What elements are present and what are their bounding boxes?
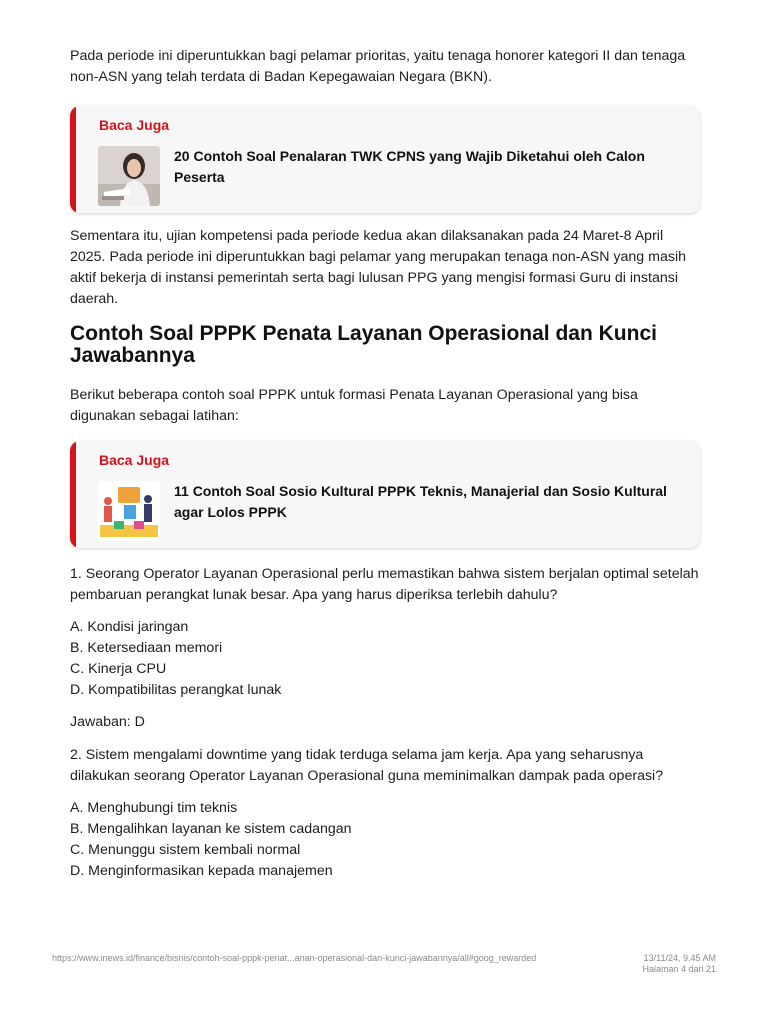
related-article-title[interactable]: 20 Contoh Soal Penalaran TWK CPNS yang Wajib Diketahui oleh Calon Peserta — [174, 148, 645, 185]
intro-paragraph: Pada periode ini diperuntukkan bagi pelamar prioritas, yaitu tenaga honorer kategori II dan tenaga non-ASN yang telah terdata di Badan Kepegawaian Negara (BKN). — [70, 48, 686, 85]
option-item: A. Kondisi jaringan — [70, 619, 189, 635]
option-item: B. Ketersediaan memori — [70, 640, 223, 656]
question-1-options — [70, 617, 700, 701]
option-item: C. Kinerja CPU — [70, 661, 167, 677]
related-label: Baca Juga — [99, 452, 170, 468]
paragraph-period-two: Sementara itu, ujian kompetensi pada periode kedua akan dilaksanakan pada 24 Maret-8 April 2025. Pada periode ini diperuntukkan bagi pelamar yang merupakan tenaga non-ASN yang masih aktif bekerja di instansi pemerintah serta bagi lulusan PPG yang mengisi formasi Guru di instansi daerah. — [70, 228, 686, 307]
related-label: Baca Juga — [99, 117, 170, 133]
question-1-text: 1. Seorang Operator Layanan Operasional perlu memastikan bahwa sistem berjalan optimal setelah pembaruan perangkat lunak besar. Apa yang harus diperiksa terlebih dahulu? — [70, 566, 699, 603]
footer-meta — [642, 953, 716, 975]
related-article-card[interactable] — [70, 441, 700, 548]
footer-datetime: 13/11/24, 9.45 AM — [643, 953, 716, 963]
question-2-options — [70, 798, 700, 882]
related-article-card[interactable] — [70, 106, 700, 213]
option-item: D. Menginformasikan kepada manajemen — [70, 863, 333, 879]
option-item: C. Menunggu sistem kembali normal — [70, 842, 301, 858]
option-item: D. Kompatibilitas perangkat lunak — [70, 682, 282, 698]
article-body — [70, 46, 700, 882]
section-heading: Contoh Soal PPPK Penata Layanan Operasional dan Kunci Jawabannya — [70, 322, 657, 367]
footer-page-number: Halaman 4 dari 21 — [642, 964, 716, 974]
student-photo-thumbnail-icon[interactable] — [98, 146, 160, 206]
option-item: A. Menghubungi tim teknis — [70, 800, 238, 816]
footer-url[interactable]: https://www.inews.id/finance/bisnis/contoh-soal-pppk-penat...anan-operasional-dan-kunci-jawabannya/all#goog_rewarded — [52, 953, 537, 963]
question-2-text: 2. Sistem mengalami downtime yang tidak terduga selama jam kerja. Apa yang seharusnya dilakukan seorang Operator Layanan Operasional guna meminimalkan dampak pada operasi? — [70, 747, 664, 784]
card-accent-bar — [70, 441, 76, 548]
related-article-title[interactable]: 11 Contoh Soal Sosio Kultural PPPK Teknis, Manajerial dan Sosio Kultural agar Lolos PPPK — [174, 483, 667, 520]
card-accent-bar — [70, 106, 76, 213]
option-item: B. Mengalihkan layanan ke sistem cadangan — [70, 821, 352, 837]
people-illustration-thumbnail-icon[interactable] — [98, 481, 160, 541]
question-1-answer: Jawaban: D — [70, 714, 145, 730]
paragraph-intro-questions: Berikut beberapa contoh soal PPPK untuk formasi Penata Layanan Operasional yang bisa digunakan sebagai latihan: — [70, 387, 638, 424]
